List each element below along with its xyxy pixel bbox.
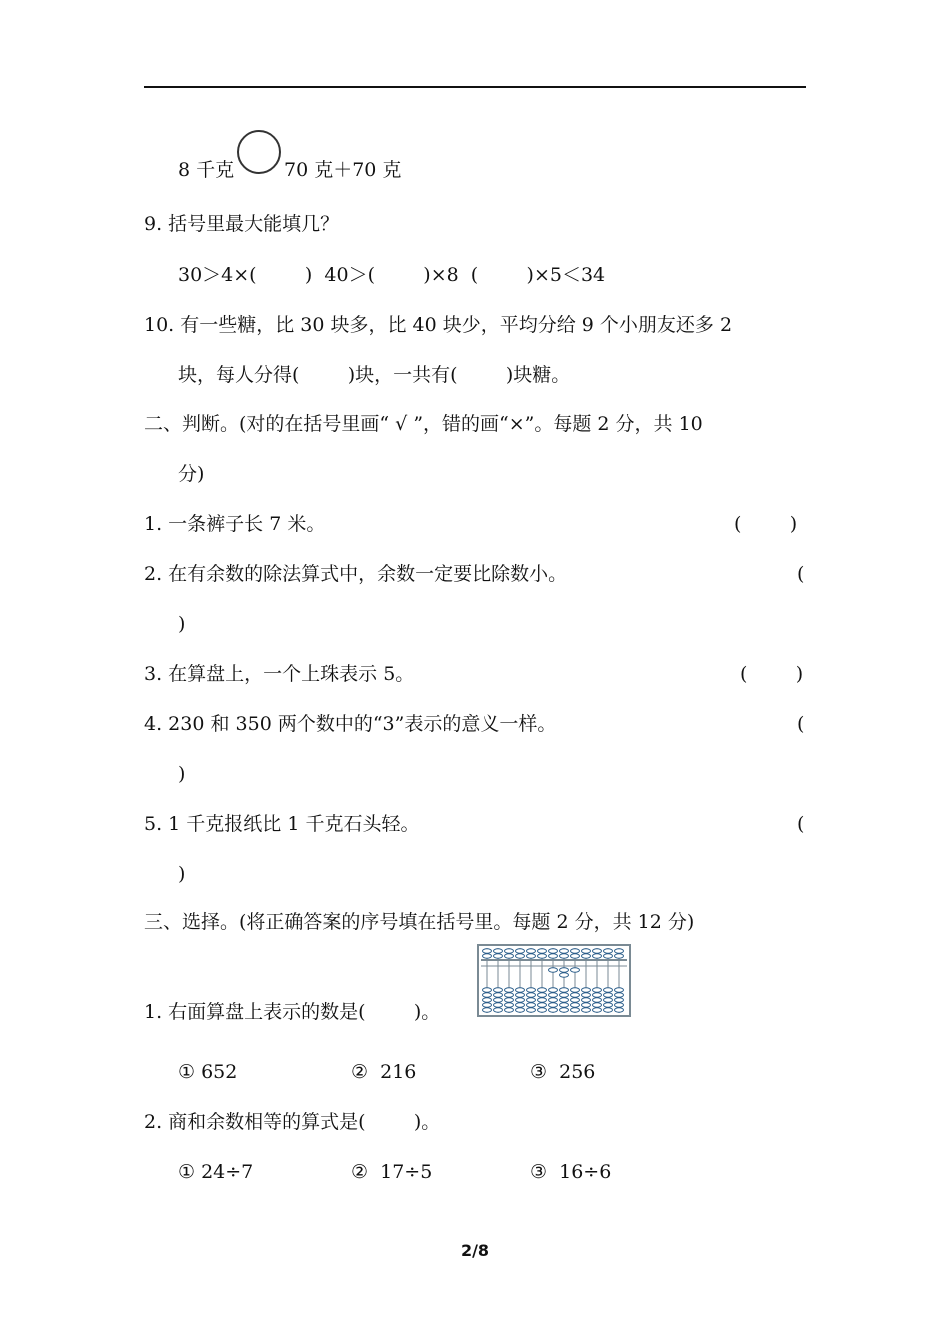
judge-3-answer[interactable]: ( ) — [740, 663, 804, 685]
abacus-bead — [505, 998, 514, 1002]
judge-3-text: 3. 在算盘上，一个上珠表示 5。 — [144, 663, 415, 685]
abacus-bead — [527, 1008, 536, 1012]
abacus-bead — [483, 949, 492, 953]
abacus-bead — [516, 954, 525, 958]
abacus-bead — [604, 988, 613, 992]
abacus-bead — [604, 993, 613, 997]
abacus-bead — [538, 949, 547, 953]
abacus-bead — [615, 988, 624, 992]
choice1-option-2[interactable]: ② 216 — [351, 1061, 417, 1083]
abacus-bead — [560, 1008, 569, 1012]
abacus-bead — [494, 954, 503, 958]
abacus-bead — [560, 973, 569, 977]
abacus-bead — [593, 998, 602, 1002]
abacus-bead — [505, 949, 514, 953]
abacus-bead — [593, 1003, 602, 1007]
judge-2-answer-close: ) — [178, 613, 186, 635]
abacus-bead — [604, 1003, 613, 1007]
choice2-option-2[interactable]: ② 17÷5 — [351, 1161, 433, 1183]
section2-title-cont: 分) — [178, 463, 205, 485]
q10-line2: 块，每人分得( )块，一共有( )块糖。 — [178, 364, 571, 386]
abacus-bead — [516, 949, 525, 953]
abacus-bead — [615, 1003, 624, 1007]
abacus-bead — [527, 949, 536, 953]
abacus-bead — [483, 1003, 492, 1007]
abacus-bead — [593, 949, 602, 953]
abacus-bead — [483, 988, 492, 992]
abacus-bead — [505, 1008, 514, 1012]
abacus-bead — [549, 968, 558, 972]
q9-title: 9. 括号里最大能填几？ — [144, 213, 340, 235]
abacus-bead — [516, 988, 525, 992]
abacus-bead — [571, 998, 580, 1002]
abacus-bead — [571, 1003, 580, 1007]
abacus-bead — [538, 1003, 547, 1007]
abacus-bead — [494, 998, 503, 1002]
abacus-bead — [582, 998, 591, 1002]
abacus-bead — [582, 949, 591, 953]
abacus-bead — [505, 954, 514, 958]
abacus-bead — [516, 993, 525, 997]
abacus-bead — [615, 954, 624, 958]
abacus-bead — [604, 954, 613, 958]
judge-5-answer-close: ) — [178, 863, 186, 885]
abacus-bead — [505, 993, 514, 997]
abacus-bead — [571, 954, 580, 958]
abacus-bead — [582, 993, 591, 997]
abacus-bead — [560, 998, 569, 1002]
abacus-bead — [483, 1008, 492, 1012]
abacus-bead — [549, 993, 558, 997]
compare-left: 8 千克 — [178, 159, 235, 181]
abacus-bead — [538, 988, 547, 992]
section3-title: 三、选择。(将正确答案的序号填在括号里。每题 2 分，共 12 分) — [144, 911, 695, 933]
abacus-bead — [571, 1008, 580, 1012]
q10-line1: 10. 有一些糖，比 30 块多，比 40 块少，平均分给 9 个小朋友还多 2 — [144, 314, 733, 336]
abacus-image — [477, 944, 631, 1017]
abacus-bead — [494, 1008, 503, 1012]
choice1-option-1[interactable]: ① 652 — [178, 1061, 238, 1083]
abacus-bead — [483, 993, 492, 997]
abacus-bead — [538, 1008, 547, 1012]
abacus-bead — [483, 954, 492, 958]
comparison-circle[interactable] — [237, 130, 281, 174]
abacus-bead — [527, 993, 536, 997]
abacus-bead — [615, 993, 624, 997]
judge-4-answer[interactable]: ( — [797, 713, 805, 735]
abacus-bead — [494, 1003, 503, 1007]
judge-4-text: 4. 230 和 350 两个数中的“3”表示的意义一样。 — [144, 713, 557, 735]
choice2-option-3[interactable]: ③ 16÷6 — [530, 1161, 612, 1183]
abacus-bead — [560, 968, 569, 972]
abacus-bead — [604, 949, 613, 953]
abacus-bead — [538, 993, 547, 997]
abacus-bead — [538, 954, 547, 958]
judge-5-answer[interactable]: ( — [797, 813, 805, 835]
abacus-bead — [549, 1008, 558, 1012]
q9-items: 30＞4×( ) 40＞( )×8 ( )×5＜34 — [178, 264, 606, 286]
abacus-bead — [582, 1008, 591, 1012]
choice1-option-3[interactable]: ③ 256 — [530, 1061, 596, 1083]
abacus-bead — [560, 954, 569, 958]
abacus-drawing — [479, 946, 629, 1015]
abacus-bead — [549, 1003, 558, 1007]
header-rule — [144, 86, 806, 88]
compare-right: 70 克＋70 克 — [284, 159, 402, 181]
abacus-bead — [527, 1003, 536, 1007]
page-number: 2/8 — [460, 1241, 490, 1260]
abacus-bead — [593, 988, 602, 992]
abacus-bead — [560, 1003, 569, 1007]
judge-5-text: 5. 1 千克报纸比 1 千克石头轻。 — [144, 813, 420, 835]
abacus-bead — [615, 1008, 624, 1012]
abacus-bead — [571, 949, 580, 953]
abacus-bead — [560, 988, 569, 992]
abacus-bead — [560, 949, 569, 953]
abacus-bead — [527, 988, 536, 992]
abacus-bead — [494, 988, 503, 992]
abacus-bead — [593, 1008, 602, 1012]
abacus-bead — [516, 1003, 525, 1007]
choice2-question: 2. 商和余数相等的算式是( )。 — [144, 1111, 441, 1133]
abacus-bead — [615, 998, 624, 1002]
abacus-bead — [516, 1008, 525, 1012]
judge-2-text: 2. 在有余数的除法算式中，余数一定要比除数小。 — [144, 563, 568, 585]
abacus-bead — [505, 988, 514, 992]
abacus-bead — [571, 968, 580, 972]
abacus-bead — [538, 998, 547, 1002]
abacus-bead — [549, 949, 558, 953]
judge-4-answer-close: ) — [178, 763, 186, 785]
judge-2-answer[interactable]: ( — [797, 563, 805, 585]
choice2-option-1[interactable]: ① 24÷7 — [178, 1161, 254, 1183]
abacus-bead — [516, 998, 525, 1002]
abacus-bead — [549, 998, 558, 1002]
abacus-bead — [582, 954, 591, 958]
abacus-bead — [494, 949, 503, 953]
abacus-bead — [571, 988, 580, 992]
abacus-bead — [604, 998, 613, 1002]
judge-1-text: 1. 一条裤子长 7 米。 — [144, 513, 326, 535]
judge-1-answer[interactable]: ( ) — [734, 513, 798, 535]
abacus-bead — [549, 954, 558, 958]
abacus-bead — [582, 1003, 591, 1007]
abacus-bead — [593, 993, 602, 997]
abacus-bead — [527, 998, 536, 1002]
abacus-bead — [582, 988, 591, 992]
abacus-bead — [571, 993, 580, 997]
abacus-bead — [549, 988, 558, 992]
abacus-bead — [483, 998, 492, 1002]
abacus-bead — [505, 1003, 514, 1007]
abacus-bead — [615, 949, 624, 953]
abacus-bead — [494, 993, 503, 997]
choice1-question: 1. 右面算盘上表示的数是( )。 — [144, 1001, 441, 1023]
abacus-bead — [527, 954, 536, 958]
abacus-bead — [604, 1008, 613, 1012]
abacus-bead — [560, 993, 569, 997]
section2-title: 二、判断。(对的在括号里画“ √ ”，错的画“×”。每题 2 分，共 10 — [144, 413, 703, 435]
abacus-bead — [593, 954, 602, 958]
